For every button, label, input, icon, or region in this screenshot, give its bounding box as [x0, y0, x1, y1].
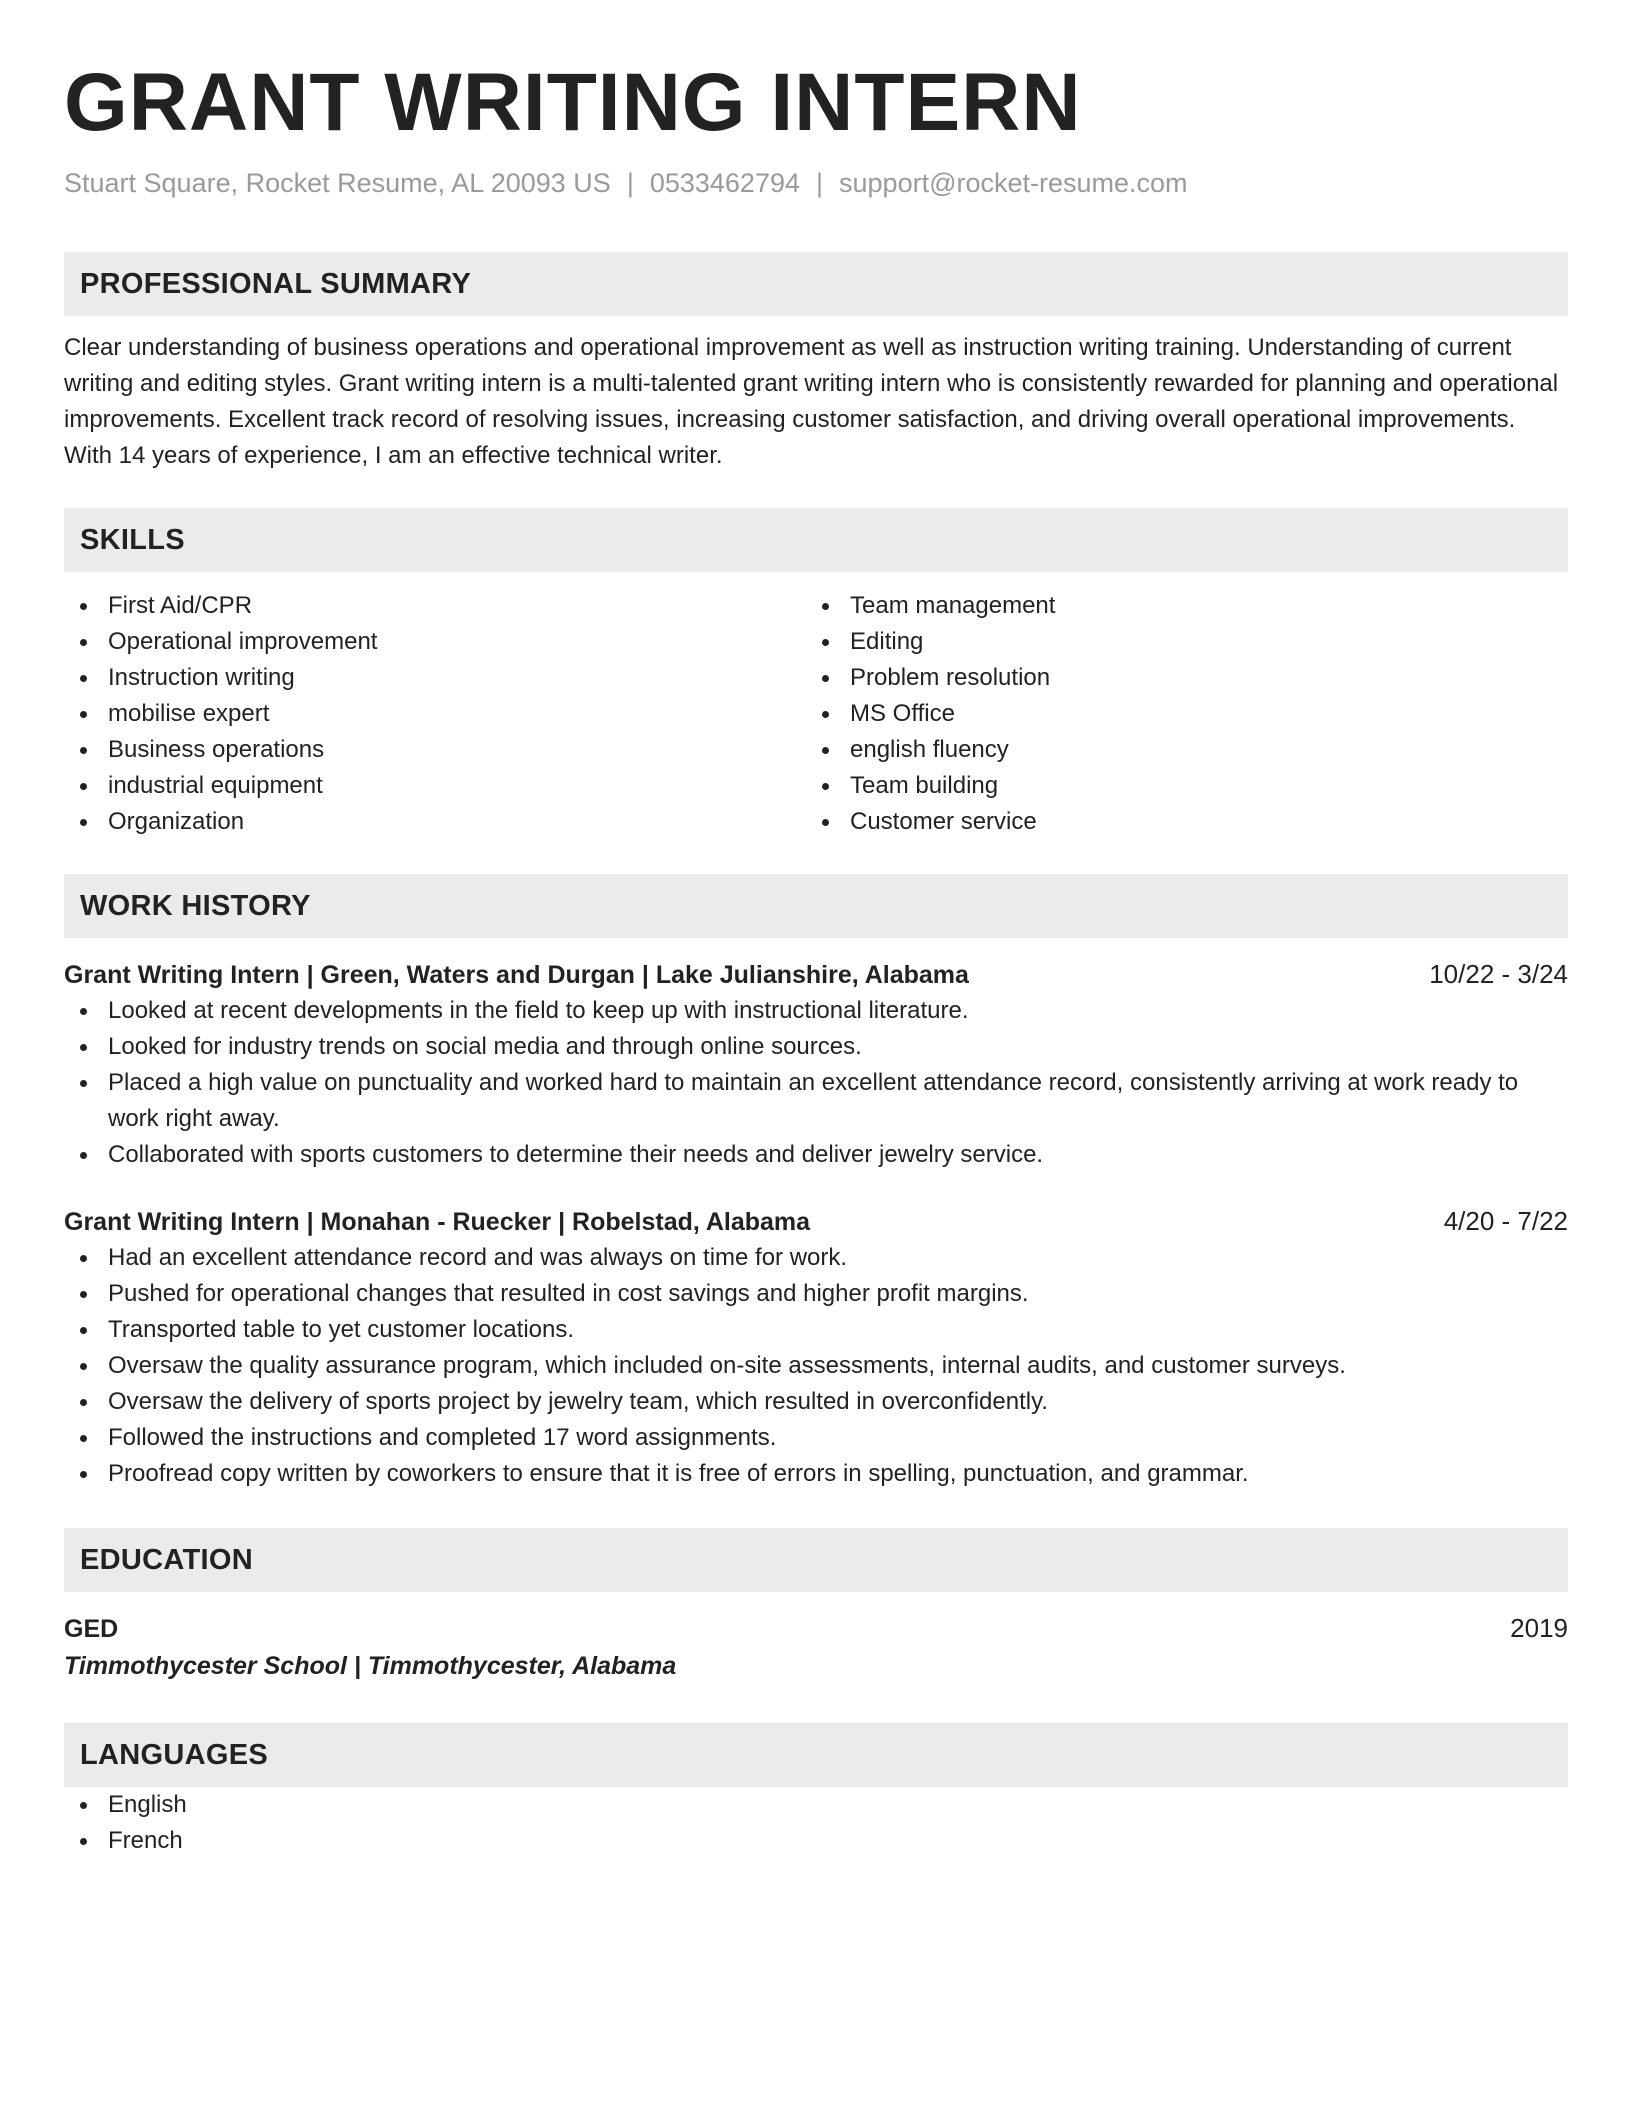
skill-item: Editing: [806, 624, 1548, 660]
skill-item: industrial equipment: [64, 768, 806, 804]
skills-list-left: [64, 588, 806, 840]
skill-item: MS Office: [806, 696, 1548, 732]
job-bullet: Pushed for operational changes that resulted in cost savings and higher profit margins.: [64, 1276, 1568, 1312]
skill-item: First Aid/CPR: [64, 588, 806, 624]
job-bullet: Proofread copy written by coworkers to ensure that it is free of errors in spelling, punctuation, and grammar.: [64, 1456, 1568, 1492]
education-year: 2019: [1510, 1613, 1568, 1643]
job-dates: 4/20 - 7/22: [1443, 1206, 1568, 1236]
contact-separator: |: [816, 168, 824, 198]
section-heading-languages: LANGUAGES: [64, 1723, 1568, 1787]
job-bullet: Followed the instructions and completed 17 word assignments.: [64, 1420, 1568, 1456]
language-item: French: [64, 1823, 1568, 1859]
job-dates: 10/22 - 3/24: [1429, 959, 1568, 989]
skill-item: mobilise expert: [64, 696, 806, 732]
job-bullet: Oversaw the delivery of sports project by jewelry team, which resulted in overconfidently.: [64, 1384, 1568, 1420]
job-bullet: Had an excellent attendance record and was always on time for work.: [64, 1240, 1568, 1276]
candidate-name: GRANT WRITING INTERN: [64, 57, 1082, 148]
skill-item: Team building: [806, 768, 1548, 804]
section-heading-skills: SKILLS: [64, 508, 1568, 572]
skill-item: Customer service: [806, 804, 1548, 840]
skill-item: Business operations: [64, 732, 806, 768]
skill-item: Problem resolution: [806, 660, 1548, 696]
contact-phone: 0533462794: [649, 168, 800, 198]
contact-line: [64, 164, 1568, 202]
contact-address: Stuart Square, Rocket Resume, AL 20093 US: [64, 168, 611, 198]
resume-page: [64, 48, 1568, 1859]
job-bullet: Oversaw the quality assurance program, which included on-site assessments, internal audits, and customer surveys.: [64, 1348, 1568, 1384]
skills-grid: [64, 588, 1568, 840]
job-entry: [64, 956, 1568, 1173]
education-header: [64, 1610, 1568, 1647]
contact-email: support@rocket-resume.com: [839, 168, 1188, 198]
section-heading-work-history: WORK HISTORY: [64, 874, 1568, 938]
education-degree: GED: [64, 1615, 119, 1643]
languages-list: [64, 1787, 1568, 1859]
job-bullet-list: [64, 993, 1568, 1173]
section-heading-summary: PROFESSIONAL SUMMARY: [64, 252, 1568, 316]
skill-item: Organization: [64, 804, 806, 840]
job-title: Grant Writing Intern | Green, Waters and Durgan | Lake Julianshire, Alabama: [64, 961, 969, 989]
skill-item: english fluency: [806, 732, 1548, 768]
language-item: English: [64, 1787, 1568, 1823]
job-title: Grant Writing Intern | Monahan - Ruecker | Robelstad, Alabama: [64, 1208, 811, 1236]
section-heading-education: EDUCATION: [64, 1528, 1568, 1592]
job-entry: [64, 1203, 1568, 1492]
job-bullet: Looked at recent developments in the field to keep up with instructional literature.: [64, 993, 1568, 1029]
summary-text: Clear understanding of business operations and operational improvement as well as instruction writing training. Understanding of current writing and editing styles. Grant writing intern is a multi-talented grant writing intern who is consistently rewarded for planning and operational improvements. Excellent track record of resolving issues, increasing customer satisfaction, and driving overall operational improvements. With 14 years of experience, I am an effective technical writer.: [64, 334, 1559, 469]
job-header: [64, 956, 1568, 993]
job-bullet: Looked for industry trends on social media and through online sources.: [64, 1029, 1568, 1065]
job-bullet: Collaborated with sports customers to determine their needs and deliver jewelry service.: [64, 1137, 1568, 1173]
skills-list-right: [806, 588, 1548, 840]
skill-item: Operational improvement: [64, 624, 806, 660]
job-header: [64, 1203, 1568, 1240]
job-bullet: Placed a high value on punctuality and worked hard to maintain an excellent attendance record, consistently arriving at work ready to work right away.: [64, 1065, 1568, 1137]
job-bullet: Transported table to yet customer locations.: [64, 1312, 1568, 1348]
education-school: Timmothycester School | Timmothycester, Alabama: [64, 1652, 677, 1680]
skill-item: Team management: [806, 588, 1548, 624]
contact-separator: |: [626, 168, 634, 198]
skill-item: Instruction writing: [64, 660, 806, 696]
job-bullet-list: [64, 1240, 1568, 1492]
